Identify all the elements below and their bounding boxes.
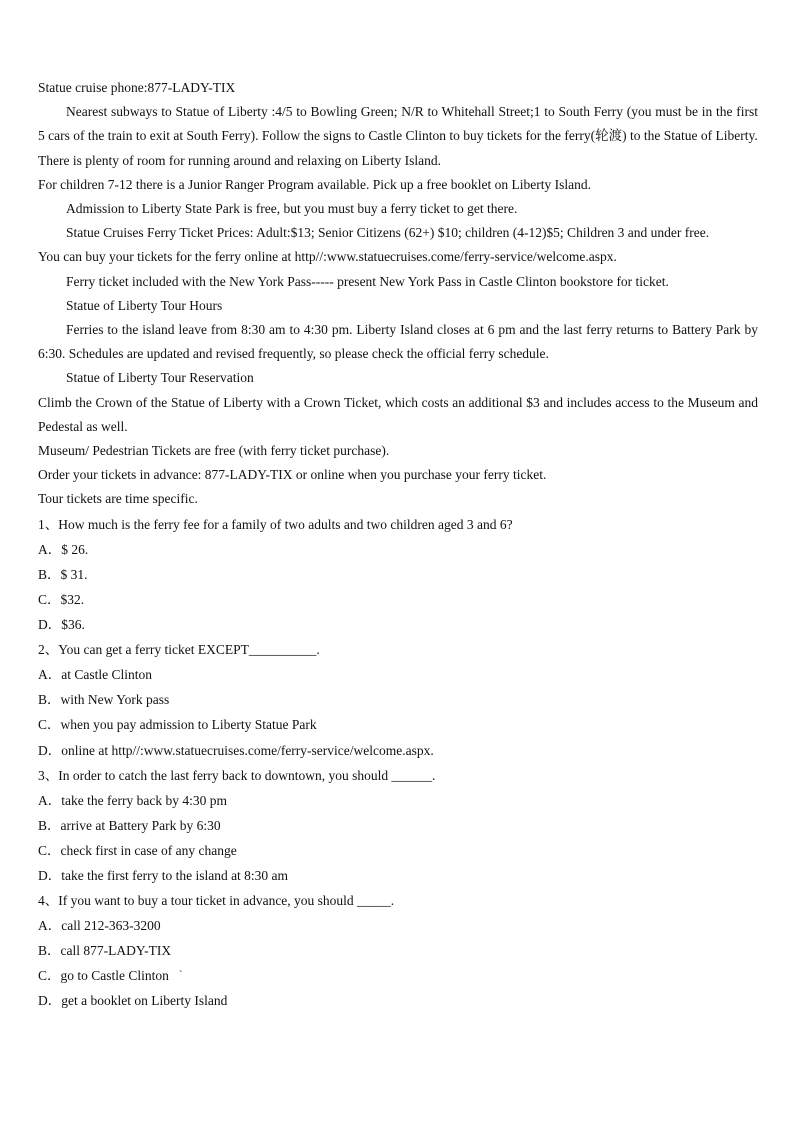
passage-paragraph: You can buy your tickets for the ferry online at http//:www.statuecruises.come/ferry-service/welcome.aspx. xyxy=(38,249,617,265)
option-letter: C． xyxy=(38,591,61,607)
option-text: with New York pass xyxy=(60,692,170,708)
option-text: $ 26. xyxy=(61,541,89,557)
question-4 xyxy=(38,888,758,1013)
option-letter: C． xyxy=(38,968,61,984)
answer-option-d xyxy=(38,612,758,637)
option-text: arrive at Battery Park by 6:30 xyxy=(60,817,221,833)
passage-paragraph: For children 7-12 there is a Junior Ranger Program available. Pick up a free booklet on Liberty Island. xyxy=(38,176,591,192)
document-page xyxy=(38,76,758,1014)
option-letter: A． xyxy=(38,918,62,934)
passage-paragraph: Museum/ Pedestrian Tickets are free (with ferry ticket purchase). xyxy=(38,443,390,459)
option-text: call 877-LADY-TIX xyxy=(60,943,172,959)
answer-option-c xyxy=(38,838,758,863)
option-text: take the first ferry to the island at 8:30 am xyxy=(61,867,289,883)
passage xyxy=(38,76,758,512)
option-text: $32. xyxy=(60,591,85,607)
option-letter: A． xyxy=(38,541,62,557)
passage-heading: Statue of Liberty Tour Reservation xyxy=(66,370,254,386)
answer-option-a xyxy=(38,662,758,687)
answer-option-c xyxy=(38,587,758,612)
answer-option-b xyxy=(38,687,758,712)
answer-option-b xyxy=(38,938,758,963)
option-letter: B． xyxy=(38,943,61,959)
answer-option-c xyxy=(38,963,758,988)
passage-paragraph: Statue cruise phone:877-LADY-TIX xyxy=(38,80,236,95)
answer-option-c xyxy=(38,712,758,737)
passage-paragraph: Tour tickets are time specific. xyxy=(38,491,198,507)
answer-option-d xyxy=(38,863,758,888)
passage-paragraph: Ferries to the island leave from 8:30 am to 4:30 pm. Liberty Island closes at 6 pm and the last ferry returns to Battery Park by 6:30. Schedules are updated and revised frequently, so please check the official ferry schedule. xyxy=(38,322,758,362)
question-stem: 2、You can get a ferry ticket EXCEPT__________. xyxy=(38,642,320,658)
question-stem: 3、In order to catch the last ferry back to downtown, you should ______. xyxy=(38,767,436,783)
option-text: get a booklet on Liberty Island xyxy=(61,993,228,1009)
passage-paragraph: Statue Cruises Ferry Ticket Prices: Adult:$13; Senior Citizens (62+) $10; children (4-12)$5; Children 3 and under free. xyxy=(66,225,710,241)
option-letter: B． xyxy=(38,566,61,582)
passage-paragraph: Order your tickets in advance: 877-LADY-TIX or online when you purchase your ferry ticket. xyxy=(38,467,547,483)
option-letter: D． xyxy=(38,742,62,758)
option-letter: D． xyxy=(38,867,62,883)
passage-paragraph: Climb the Crown of the Statue of Liberty with a Crown Ticket, which costs an additional $3 and includes access to the Museum and Pedestal as well. xyxy=(38,394,758,434)
option-text: at Castle Clinton xyxy=(61,667,152,683)
question-stem: 1、How much is the ferry fee for a family of two adults and two children aged 3 and 6? xyxy=(38,516,513,532)
option-letter: C． xyxy=(38,717,61,733)
option-text: when you pay admission to Liberty Statue Park xyxy=(60,717,317,733)
option-letter: D． xyxy=(38,617,62,633)
passage-paragraph: There is plenty of room for running around and relaxing on Liberty Island. xyxy=(38,152,442,168)
option-text: online at http//:www.statuecruises.come/ferry-service/welcome.aspx. xyxy=(61,742,434,758)
answer-option-b xyxy=(38,562,758,587)
option-text: $ 31. xyxy=(60,566,88,582)
stray-mark: ` xyxy=(178,969,183,982)
question-list xyxy=(38,512,758,1014)
question-2 xyxy=(38,637,758,762)
answer-option-a xyxy=(38,913,758,938)
option-text: $36. xyxy=(61,617,85,633)
option-letter: D． xyxy=(38,993,62,1009)
passage-paragraph: Nearest subways to Statue of Liberty :4/5 to Bowling Green; N/R to Whitehall Street;1 to South Ferry (you must be in the first 5 cars of the train to exit at South Ferry). Follow the signs to Castle Clinton to buy tickets for the ferry(轮渡) to the Statue of Liberty. xyxy=(38,104,758,144)
passage-paragraph: Admission to Liberty State Park is free, but you must buy a ferry ticket to get there. xyxy=(66,201,518,217)
option-letter: B． xyxy=(38,692,61,708)
option-text: call 212-363-3200 xyxy=(61,918,161,934)
question-stem: 4、If you want to buy a tour ticket in advance, you should _____. xyxy=(38,893,395,909)
option-text: take the ferry back by 4:30 pm xyxy=(61,792,227,808)
option-text: go to Castle Clinton xyxy=(60,968,169,984)
option-letter: A． xyxy=(38,792,62,808)
passage-paragraph: Ferry ticket included with the New York Pass----- present New York Pass in Castle Clinton bookstore for ticket. xyxy=(66,273,669,289)
answer-option-a xyxy=(38,788,758,813)
answer-option-b xyxy=(38,813,758,838)
option-text: check first in case of any change xyxy=(60,842,237,858)
answer-option-d xyxy=(38,738,758,763)
answer-option-d xyxy=(38,988,758,1013)
option-letter: A． xyxy=(38,667,62,683)
option-letter: B． xyxy=(38,817,61,833)
passage-heading: Statue of Liberty Tour Hours xyxy=(66,297,223,313)
option-letter: C． xyxy=(38,842,61,858)
answer-option-a xyxy=(38,537,758,562)
question-3 xyxy=(38,763,758,888)
question-1 xyxy=(38,512,758,637)
